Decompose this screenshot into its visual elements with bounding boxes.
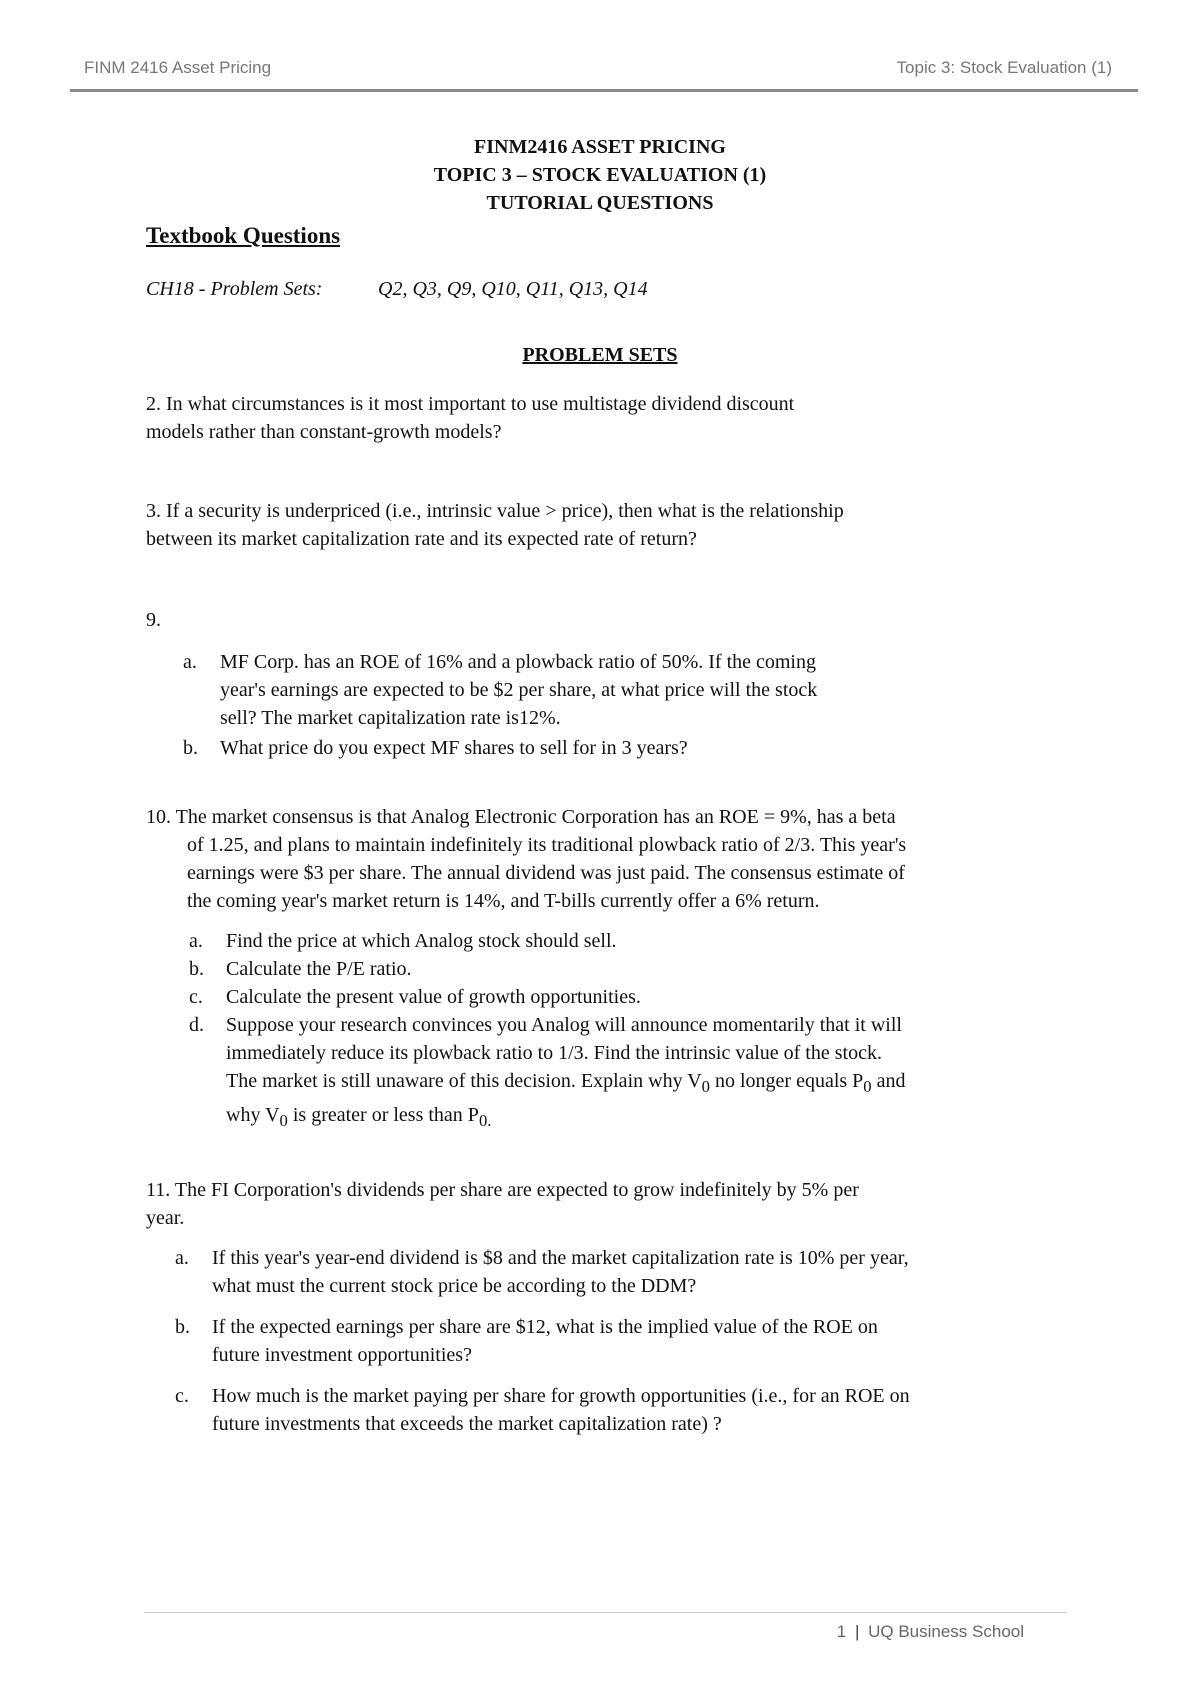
textbook-chapter: CH18 - Problem Sets: (146, 278, 323, 300)
header-topic: Topic 3: Stock Evaluation (1) (896, 58, 1112, 77)
doc-title-tutorial: TUTORIAL QUESTIONS (486, 192, 714, 214)
question-10b-label: b. (189, 958, 204, 980)
page-footer (837, 1622, 1024, 1642)
question-10-line: earnings were $3 per share. The annual dividend was just paid. The consensus estimate of (187, 862, 905, 884)
question-10c-label: c. (189, 986, 203, 1008)
textbook-question-list: Q2, Q3, Q9, Q10, Q11, Q13, Q14 (378, 278, 648, 300)
header-divider (70, 89, 1138, 92)
subscript: 0. (478, 1111, 492, 1130)
question-10d-text: is greater or less than P (287, 1104, 479, 1126)
question-9a-line: MF Corp. has an ROE of 16% and a plowback ratio of 50%. If the coming (220, 651, 816, 673)
question-11a-line: If this year's year-end dividend is $8 and the market capitalization rate is 10% per year, (212, 1247, 909, 1269)
question-10-line: of 1.25, and plans to maintain indefinitely its traditional plowback ratio of 2/3. This year's (187, 834, 907, 856)
footer-divider (144, 1612, 1066, 1613)
question-9b-label: b. (183, 737, 198, 759)
problem-sets-heading: PROBLEM SETS (522, 344, 678, 366)
question-2 (146, 390, 1086, 446)
question-11c-line: future investments that exceeds the market capitalization rate) ? (212, 1413, 722, 1435)
question-11 (146, 1176, 1086, 1232)
question-10a-text: Find the price at which Analog stock should sell. (226, 930, 617, 952)
question-11b-label: b. (175, 1316, 190, 1338)
subscript: 0 (701, 1077, 710, 1096)
question-11b-line: future investment opportunities? (212, 1344, 472, 1366)
question-10b-text: Calculate the P/E ratio. (226, 958, 412, 980)
question-11c-label: c. (175, 1385, 189, 1407)
page-number: 1 (836, 1622, 847, 1641)
doc-title-course: FINM2416 ASSET PRICING (474, 136, 726, 158)
question-10d-line (226, 1101, 1086, 1135)
question-10a-label: a. (189, 930, 203, 952)
subscript: 0 (279, 1111, 288, 1130)
question-10d-text: no longer equals P (709, 1070, 864, 1092)
question-10d-line: Suppose your research convinces you Analog will announce momentarily that it will (226, 1014, 902, 1036)
footer-separator: | (854, 1622, 860, 1641)
textbook-heading: Textbook Questions (146, 223, 341, 248)
question-10-intro: 10. The market consensus is that Analog Electronic Corporation has an ROE = 9%, has a beta (146, 806, 896, 828)
question-11-line: year. (146, 1207, 185, 1229)
question-11-line: 11. The FI Corporation's dividends per share are expected to grow indefinitely by 5% per (146, 1179, 859, 1201)
question-10d-text: why V (226, 1104, 280, 1126)
question-11c-line: How much is the market paying per share for growth opportunities (i.e., for an ROE on (212, 1385, 910, 1407)
question-11a-label: a. (175, 1247, 189, 1269)
question-9a-label: a. (183, 651, 197, 673)
question-10d-label: d. (189, 1014, 204, 1036)
question-3-line: 3. If a security is underpriced (i.e., intrinsic value > price), then what is the relationship (146, 500, 844, 522)
subscript: 0 (863, 1077, 872, 1096)
question-10c-text: Calculate the present value of growth opportunities. (226, 986, 641, 1008)
question-11a-line: what must the current stock price be according to the DDM? (212, 1275, 697, 1297)
question-9b-text: What price do you expect MF shares to sell for in 3 years? (220, 737, 688, 759)
question-3-line: between its market capitalization rate and its expected rate of return? (146, 528, 697, 550)
question-3 (146, 497, 1086, 553)
question-9a-line: sell? The market capitalization rate is12%. (220, 707, 561, 729)
question-10d-text: The market is still unaware of this decision. Explain why V (226, 1070, 702, 1092)
question-10-body (187, 831, 1087, 915)
footer-school: UQ Business School (868, 1622, 1024, 1641)
doc-title-topic: TOPIC 3 – STOCK EVALUATION (1) (433, 164, 767, 186)
question-2-line: models rather than constant-growth models? (146, 421, 502, 443)
question-10d-line: immediately reduce its plowback ratio to 1/3. Find the intrinsic value of the stock. (226, 1042, 882, 1064)
question-2-line: 2. In what circumstances is it most important to use multistage dividend discount (146, 393, 795, 415)
header-course: FINM 2416 Asset Pricing (84, 58, 272, 77)
question-11b-line: If the expected earnings per share are $12, what is the implied value of the ROE on (212, 1316, 878, 1338)
question-9-number: 9. (146, 609, 161, 631)
question-10d-line (226, 1067, 1086, 1101)
question-10-line: the coming year's market return is 14%, and T-bills currently offer a 6% return. (187, 890, 820, 912)
question-10d-text: and (871, 1070, 906, 1092)
question-9a-line: year's earnings are expected to be $2 per share, at what price will the stock (220, 679, 818, 701)
